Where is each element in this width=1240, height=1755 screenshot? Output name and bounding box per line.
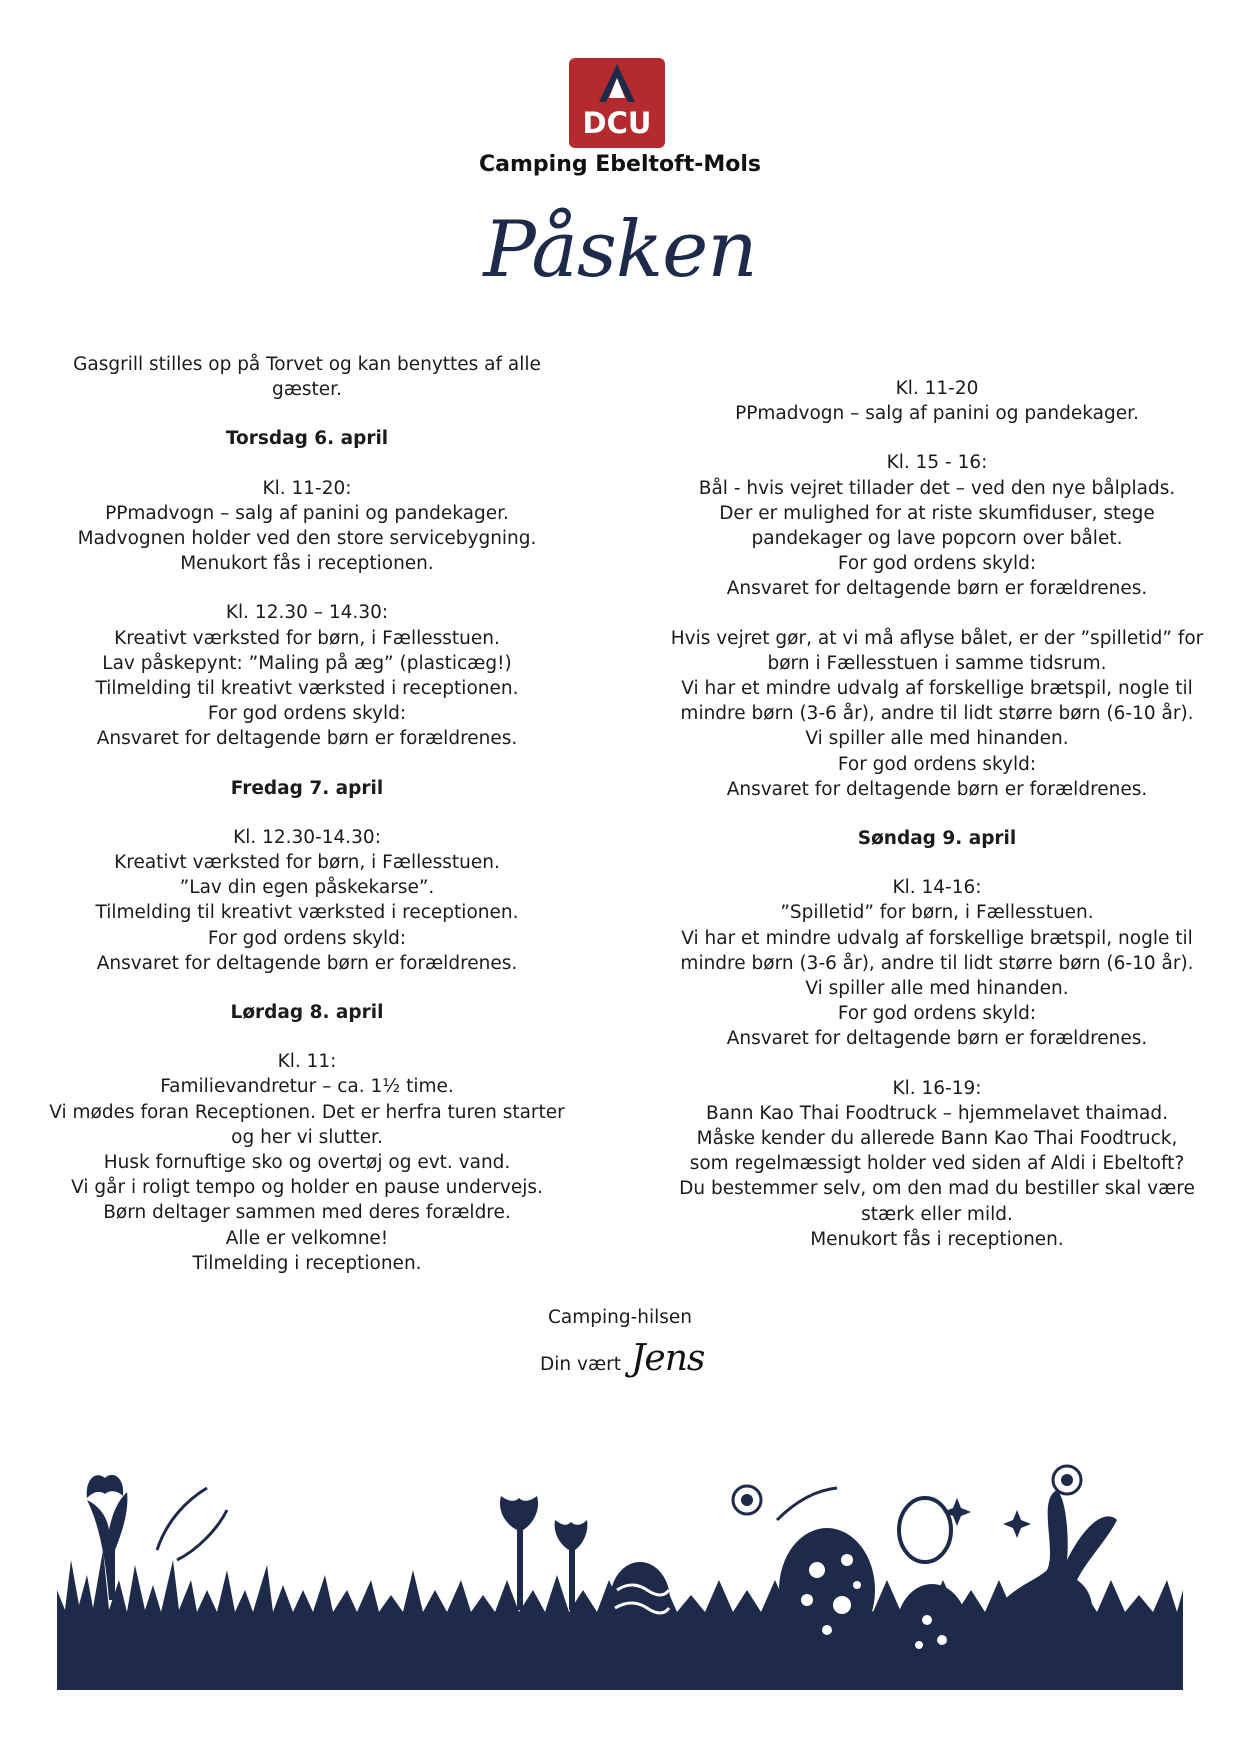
time-label: Kl. 12.30 – 14.30: — [225, 602, 389, 624]
time-label: Kl. 12.30-14.30: — [233, 826, 381, 848]
text-line: og her vi slutter. — [231, 1126, 383, 1148]
text-line: Der er mulighed for at riste skumfiduser, stege — [719, 502, 1155, 524]
text-line: Ansvaret for deltagende børn er forældrenes. — [726, 578, 1148, 600]
text-line: PPmadvogn – salg af panini og pandekager. — [735, 403, 1139, 425]
text-line: Børn deltager sammen med deres forældre. — [103, 1202, 511, 1224]
time-label: Kl. 16-19: — [892, 1077, 982, 1099]
text-line: Husk fornuftige sko og overtøj og evt. vand. — [103, 1152, 511, 1174]
text-line: Bann Kao Thai Foodtruck – hjemmelavet thaimad. — [706, 1102, 1168, 1124]
text-line: Kreativt værksted for børn, i Fællesstuen. — [114, 627, 500, 649]
day-heading-friday: Fredag 7. april — [230, 777, 384, 799]
host-signature-line — [540, 1338, 704, 1379]
text-line: som regelmæssigt holder ved siden af Aldi i Ebeltoft? — [689, 1153, 1185, 1175]
text-line: Madvognen holder ved den store servicebygning. — [77, 528, 537, 550]
text-line: For god ordens skyld: — [837, 1003, 1037, 1025]
text-line: For god ordens skyld: — [837, 553, 1037, 575]
text-line: Bål - hvis vejret tillader det – ved den nye bålplads. — [698, 477, 1176, 499]
text-line: Ansvaret for deltagende børn er forældrenes. — [96, 728, 518, 750]
text-line: ”Spilletid” for børn, i Fællesstuen. — [780, 902, 1094, 924]
text-line: Menukort fås i receptionen. — [810, 1228, 1064, 1250]
text-line: Måske kender du allerede Bann Kao Thai Foodtruck, — [696, 1128, 1178, 1150]
day-heading-sunday: Søndag 9. april — [857, 828, 1017, 850]
text-line: Vi har et mindre udvalg af forskellige brætspil, nogle til — [681, 927, 1193, 949]
day-heading-thursday: Torsdag 6. april — [225, 428, 389, 450]
camping-name: Camping Ebeltoft-Mols — [478, 152, 761, 177]
text-line: Vi går i roligt tempo og holder en pause undervejs. — [71, 1177, 543, 1199]
left-column — [22, 352, 592, 1276]
text-line: Du bestemmer selv, om den mad du bestiller skal være — [679, 1178, 1195, 1200]
intro-line: Gasgrill stilles op på Torvet og kan benyttes af alle — [73, 354, 541, 375]
intro-line: gæster. — [272, 379, 342, 401]
text-line: Hvis vejret gør, at vi må aflyse bålet, er der ”spilletid” for — [670, 627, 1204, 649]
greeting: Camping-hilsen — [547, 1307, 693, 1328]
text-line: For god ordens skyld: — [207, 927, 407, 949]
text-line: stærk eller mild. — [861, 1203, 1013, 1225]
text-line: Ansvaret for deltagende børn er forældrenes. — [96, 952, 518, 974]
text-line: PPmadvogn – salg af panini og pandekager. — [105, 502, 509, 524]
dcu-logo — [569, 58, 665, 148]
text-line: Tilmelding til kreativt værksted i receptionen. — [95, 902, 519, 924]
time-label: Kl. 11-20 — [895, 378, 979, 399]
text-line: Tilmelding til kreativt værksted i receptionen. — [95, 678, 519, 700]
text-line: Vi spiller alle med hinanden. — [805, 728, 1069, 750]
time-label: Kl. 15 - 16: — [886, 452, 988, 474]
text-line: Vi mødes foran Receptionen. Det er herfra turen starter — [49, 1101, 565, 1123]
easter-footer-illustration — [57, 1440, 1183, 1690]
text-line: Alle er velkomne! — [225, 1227, 389, 1249]
signature: Jens — [630, 1338, 705, 1379]
text-line: For god ordens skyld: — [207, 703, 407, 725]
text-line: Kreativt værksted for børn, i Fællesstuen. — [114, 852, 500, 874]
text-line: mindre børn (3-6 år), andre til lidt større børn (6-10 år). — [680, 703, 1194, 725]
text-line: Ansvaret for deltagende børn er forældrenes. — [726, 778, 1148, 800]
page-title: Påsken — [483, 205, 757, 295]
text-line: børn i Fællesstuen i samme tidsrum. — [767, 652, 1107, 674]
text-line: ”Lav din egen påskekarse”. — [179, 877, 435, 899]
text-line: Menukort fås i receptionen. — [180, 553, 434, 575]
text-line: Tilmelding i receptionen. — [192, 1252, 422, 1274]
text-line: Ansvaret for deltagende børn er forældrenes. — [726, 1028, 1148, 1050]
host-label: Din vært — [540, 1354, 621, 1375]
time-label: Kl. 11: — [277, 1051, 337, 1073]
text-line: Lav påskepynt: ”Maling på æg” (plasticæg!) — [102, 652, 512, 674]
text-line: For god ordens skyld: — [837, 753, 1037, 775]
text-line: mindre børn (3-6 år), andre til lidt større børn (6-10 år). — [680, 952, 1194, 974]
time-label: Kl. 14-16: — [892, 877, 982, 899]
right-column — [648, 376, 1226, 1252]
text-line: Familievandretur – ca. 1½ time. — [160, 1076, 454, 1098]
text-line: Vi spiller alle med hinanden. — [805, 978, 1069, 1000]
text-line: Vi har et mindre udvalg af forskellige brætspil, nogle til — [681, 678, 1193, 700]
time-label: Kl. 11-20: — [262, 477, 352, 499]
logo-text: DCU — [582, 106, 652, 140]
text-line: pandekager og lave popcorn over bålet. — [751, 528, 1123, 550]
day-heading-saturday: Lørdag 8. april — [230, 1002, 384, 1024]
